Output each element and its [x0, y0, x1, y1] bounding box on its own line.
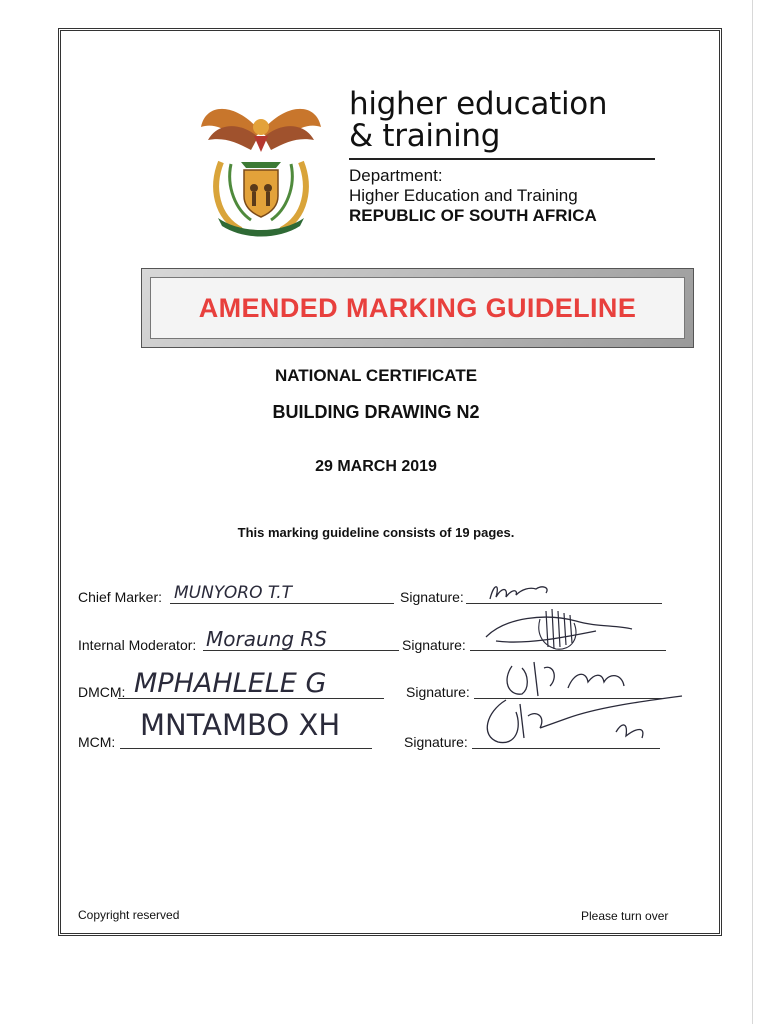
brand-title	[349, 88, 607, 152]
coat-of-arms-logo	[196, 92, 326, 237]
role-label: DMCM:	[78, 684, 126, 700]
subject-title: BUILDING DRAWING N2	[272, 402, 480, 422]
copyright-footer: Copyright reserved	[78, 908, 180, 922]
scan-edge	[752, 0, 753, 1024]
handwritten-name: MNTAMBO XH	[140, 708, 341, 742]
department-name: Higher Education and Training	[349, 186, 578, 205]
signature-label: Signature:	[404, 734, 468, 750]
page-count-note: This marking guideline consists of 19 pages.	[237, 525, 515, 540]
handwritten-name: Moraung RS	[206, 627, 327, 651]
exam-date: 29 MARCH 2019	[315, 458, 437, 475]
signature-label: Signature:	[406, 684, 470, 700]
signatory-row-internal-moderator	[78, 627, 668, 661]
role-label: MCM:	[78, 734, 116, 750]
signature-mark	[486, 581, 556, 603]
turn-over-footer: Please turn over	[581, 909, 669, 923]
signature-mark	[476, 607, 636, 653]
handwritten-name: MUNYORO T.T	[174, 583, 293, 603]
country-name: REPUBLIC OF SOUTH AFRICA	[349, 206, 597, 225]
handwritten-name: MPHAHLELE G	[134, 668, 327, 699]
brand-divider	[349, 158, 655, 160]
department-block	[349, 166, 597, 226]
banner-text: AMENDED MARKING GUIDELINE	[198, 292, 637, 323]
document-type-banner	[141, 268, 694, 348]
department-label: Department:	[349, 166, 443, 185]
brand-title-line2: & training	[349, 118, 501, 154]
signatory-row-mcm	[78, 708, 668, 752]
signature-label: Signature:	[400, 589, 464, 605]
signature-mark	[476, 692, 686, 750]
signature-label: Signature:	[402, 637, 466, 653]
role-label: Chief Marker:	[78, 589, 163, 605]
role-label: Internal Moderator:	[78, 637, 197, 653]
certificate-title: NATIONAL CERTIFICATE	[274, 366, 478, 385]
brand-title-line1: higher education	[349, 86, 608, 122]
page-border	[58, 28, 722, 936]
